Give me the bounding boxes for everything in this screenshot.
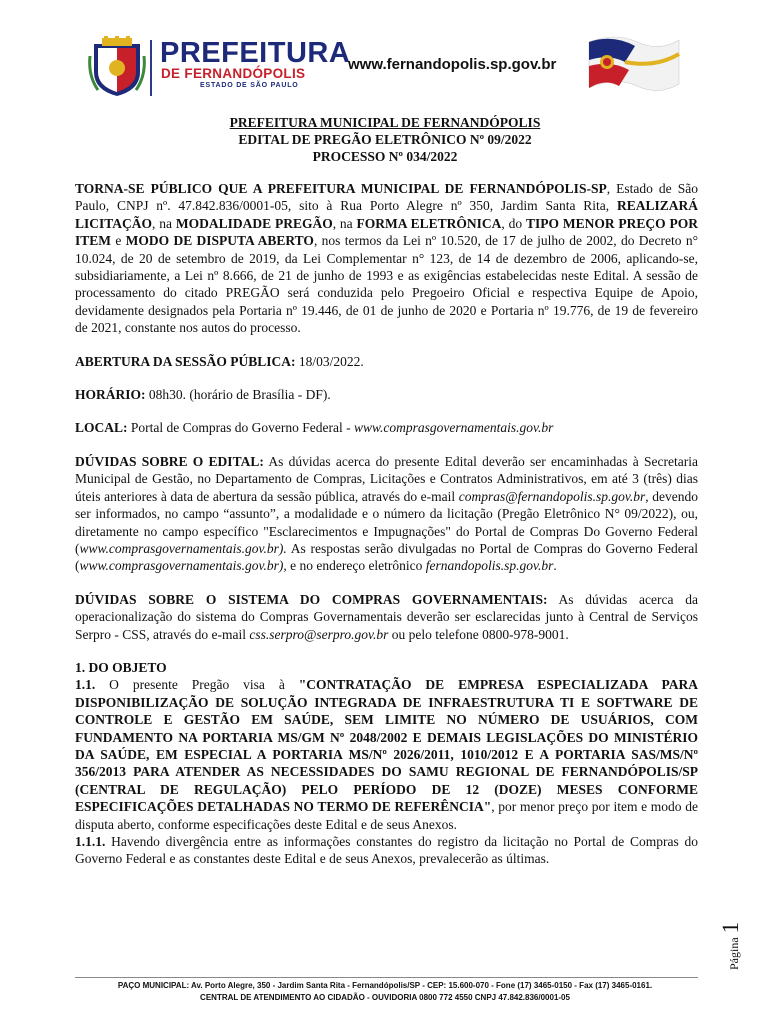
horario-label: HORÁRIO: <box>75 387 146 403</box>
footer <box>0 980 770 1004</box>
intro-text-4: , do <box>501 215 526 231</box>
abertura-value: 18/03/2022. <box>295 353 364 369</box>
municipal-crest-icon <box>88 36 146 98</box>
logo-divider <box>150 40 152 96</box>
duvidas-edital-text-5: . <box>553 558 557 574</box>
intro-text-6: , nos termos da Lei nº 10.520, de 17 de julho de 2002, do Decreto n° 10.024, de 20 de setembro de 2019, da Lei Complementar n° 123, de 14 de dezembro de 2006, aplicando-se, subsidiariamente, a Lei nº 8.666, de 21 de junho de 1993 e as exigências estabelecidas neste Edital. A sessão de processamento do citado PREGÃO será conduzida pelo Pregoeiro Oficial e respectiva Equipe de Apoio, devidamente designados pela Portaria nº 19.446, de 01 de junho de 2020 e Portaria nº 19.776, de 19 de fevereiro de 2021, constante nos autos do processo. <box>75 233 699 336</box>
intro-bold-6: MODO DE DISPUTA ABERTO <box>125 233 314 249</box>
logo-state: ESTADO DE SÃO PAULO <box>200 82 299 89</box>
serpro-email-link[interactable]: css.serpro@serpro.gov.br <box>249 626 389 642</box>
city-flag-icon <box>585 32 683 100</box>
horario-paragraph <box>75 386 698 403</box>
page-number: 1 <box>718 921 743 934</box>
footer-line-2: CENTRAL DE ATENDIMENTO AO CIDADÃO - OUVIDORIA 0800 772 4550 CNPJ 47.842.836/0001-05 <box>200 993 570 1002</box>
duvidas-edital-text-4: , e no endereço eletrônico <box>283 558 426 574</box>
duvidas-sistema-text-1: As dúvidas acerca da operacionalização do sistema do Compras Governamentais deverão ser esclarecidas junto à Central de Serviços Serpro - CSS, através do e-mail <box>75 591 698 642</box>
horario-value: 08h30. (horário de Brasília - DF). <box>145 387 331 403</box>
intro-text-1: , Estado de São Paulo, CNPJ nº. 47.842.836/0001-05, sito à Rua Porto Alegre nº 350, Jardim Santa Rita, <box>75 181 698 214</box>
objeto-subparagraph <box>75 833 698 868</box>
abertura-label: ABERTURA DA SESSÃO PÚBLICA: <box>75 353 296 369</box>
title-line-3: PROCESSO Nº 034/2022 <box>312 149 458 164</box>
duvidas-sistema-label: DÚVIDAS SOBRE O SISTEMA DO COMPRAS GOVERNAMENTAIS: <box>75 591 548 607</box>
footer-line-1: PAÇO MUNICIPAL: Av. Porto Alegre, 350 - Jardim Santa Rita - Fernandópolis/SP - CEP: 15.600-070 - Fone (17) 3465-0150 - Fax (17) 3465-0161. <box>117 981 653 990</box>
local-label: LOCAL: <box>75 420 128 436</box>
logo-subtitle: DE FERNANDÓPOLIS <box>161 66 306 81</box>
title-line-2: EDITAL DE PREGÃO ELETRÔNICO Nº 09/2022 <box>238 132 532 147</box>
website-url: www.fernandopolis.sp.gov.br <box>348 56 557 73</box>
page-word: Página <box>727 937 741 970</box>
letterhead <box>0 0 770 100</box>
fernandopolis-link[interactable]: fernandopolis.sp.gov.br <box>425 558 554 574</box>
intro-text-5: e <box>111 233 126 249</box>
objeto-heading: 1. DO OBJETO <box>75 659 167 675</box>
comprasgov-link-1[interactable]: www.comprasgovernamentais.gov.br). <box>79 540 287 556</box>
objeto-bold: "CONTRATAÇÃO DE EMPRESA ESPECIALIZADA PARA DISPONIBILIZAÇÃO DE SOLUÇÃO INTEGRADA DE INFRAESTRUTURA TI E SOFTWARE DE CONTROLE E GESTÃO EM SAÚDE, SEM LIMITE NO NÚMERO DE USUÁRIOS, COM FUNDAMENTO NA PORTARIA MS/GM Nº 2048/2002 E DEMAIS LEGISLAÇÕES DO MINISTÉRIO DA SAÚDE, EM ESPECIAL A PORTARIA MS/Nº 2026/2011, 1010/2012 E A PORTARIA SAS/MS/Nº 356/2013 PARA ATENDER AS NECESSIDADES DO SAMU REGIONAL DE FERNANDÓPOLIS/SP (CENTRAL DE REGULAÇÃO) PELO PERÍODO DE 12 (DOZE) MESES CONFORME ESPECIFICAÇÕES DETALHADAS NO TERMO DE REFERÊNCIA" <box>75 677 698 815</box>
objeto-text-2: , por menor preço por item e modo de disputa aberto, conforme especificações deste Edital e de seus Anexos. <box>75 799 698 832</box>
duvidas-edital-text-3: As respostas serão divulgadas no Portal de Compras do Governo Federal ( <box>75 540 698 574</box>
intro-bold-2: REALIZARÁ LICITAÇÃO <box>75 198 698 231</box>
objeto-sub-text: Havendo divergência entre as informações constantes do registro da licitação no Portal de Compras do Governo Federal e as constantes deste Edital e de seus Anexos, prevalecerão as últimas. <box>75 834 698 867</box>
duvidas-edital-text-2: , devendo ser informados, no campo “assunto”, a modalidade e o número da licitação (Pregão Eletrônico N° 09/2022), ou, diretamente no campo específico "Esclarecimentos e Impugnações" do Portal de Compras Do Governo Federal ( <box>75 488 698 556</box>
duvidas-edital-paragraph <box>75 453 698 575</box>
comprasgov-link-2[interactable]: www.comprasgovernamentais.gov.br) <box>79 558 284 574</box>
intro-paragraph <box>75 180 698 337</box>
duvidas-sistema-text-2: ou pelo telefone 0800-978-9001. <box>388 626 569 642</box>
intro-bold-3: MODALIDADE PREGÃO <box>175 215 333 231</box>
intro-bold-5: TIPO MENOR PREÇO POR ITEM <box>75 215 699 249</box>
objeto-text-1: O presente Pregão visa à <box>95 677 299 693</box>
local-value: Portal de Compras do Governo Federal - <box>127 420 354 436</box>
compras-email-link[interactable]: compras@fernandopolis.sp.gov.br <box>458 488 646 504</box>
page-number-label <box>718 900 742 970</box>
document-body <box>75 180 698 868</box>
title-line-1: PREFEITURA MUNICIPAL DE FERNANDÓPOLIS <box>229 115 541 130</box>
logo-title: PREFEITURA <box>160 37 351 69</box>
intro-bold-4: FORMA ELETRÔNICA <box>356 215 502 231</box>
objeto-number: 1.1. <box>75 677 96 693</box>
footer-divider <box>75 977 698 978</box>
duvidas-sistema-paragraph <box>75 591 698 643</box>
intro-text-3: , na <box>332 215 357 231</box>
objeto-paragraph <box>75 676 698 833</box>
intro-text-2: , na <box>152 215 176 231</box>
abertura-paragraph <box>75 353 698 370</box>
document-title <box>0 114 770 165</box>
duvidas-edital-label: DÚVIDAS SOBRE O EDITAL: <box>75 453 264 469</box>
local-paragraph <box>75 419 698 436</box>
local-link[interactable]: www.comprasgovernamentais.gov.br <box>353 420 554 436</box>
intro-bold-1: TORNA-SE PÚBLICO QUE A PREFEITURA MUNICIPAL DE FERNANDÓPOLIS-SP <box>75 181 607 196</box>
duvidas-edital-text-1: As dúvidas acerca do presente Edital deverão ser encaminhadas à Secretaria Municipal de Gestão, no Departamento de Compras, Licitações e Contratos Administrativos, em até 3 (três) dias úteis anteriores à data de abertura da sessão pública, através do e-mail <box>75 453 698 504</box>
objeto-sub-number: 1.1.1. <box>75 834 106 849</box>
